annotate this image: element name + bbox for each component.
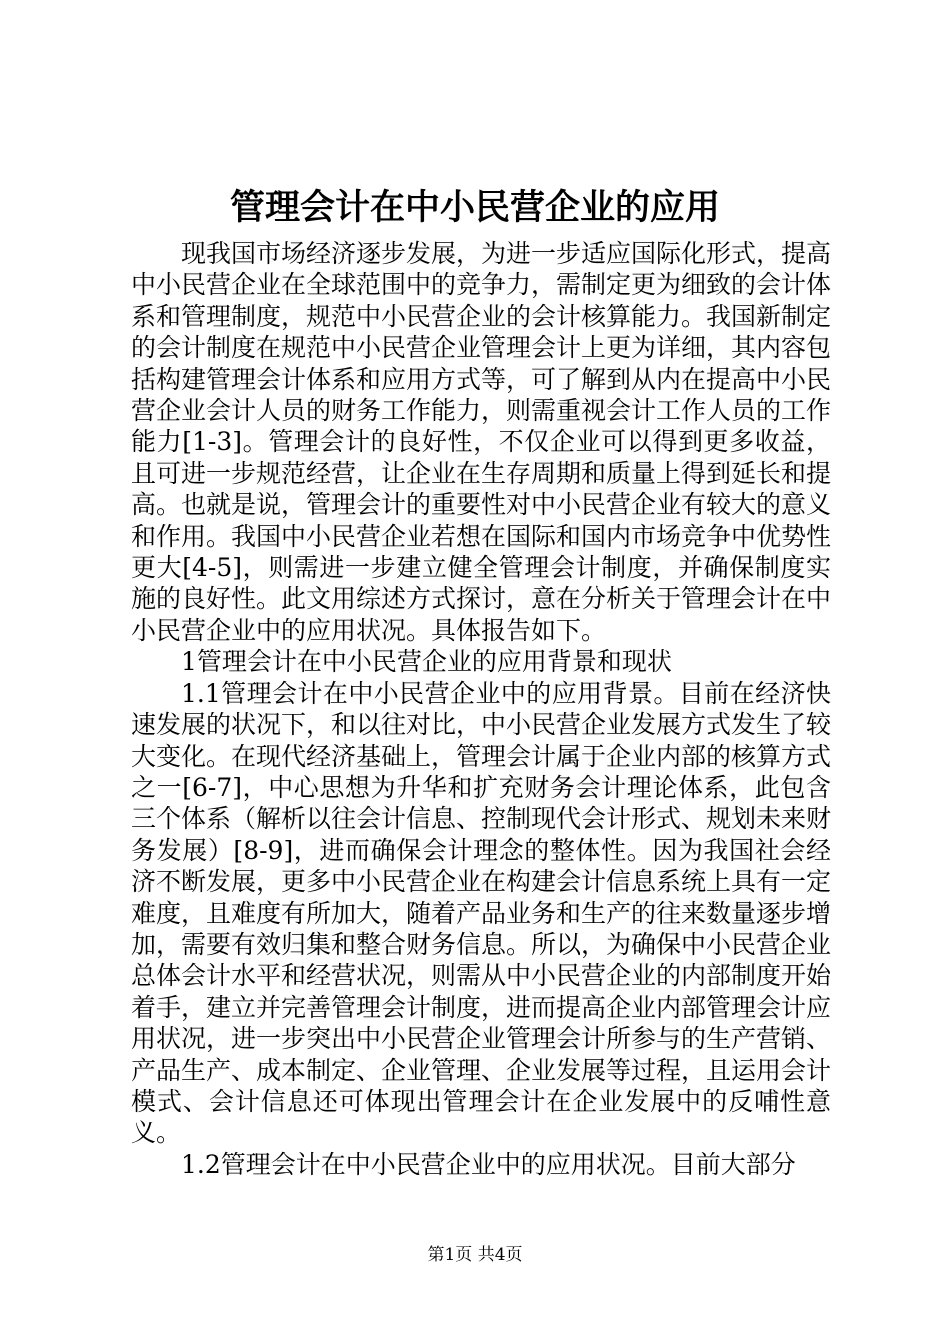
- section-1-heading: 1管理会计在中小民营企业的应用背景和现状: [181, 647, 672, 677]
- page-title: 管理会计在中小民营企业的应用: [229, 188, 720, 228]
- document-body: [131, 238, 831, 1180]
- section-1-1-paragraph: 1.1管理会计在中小民营企业中的应用背景。目前在经济快速发展的状况下，和以往对比，中小民营企业发展方式发生了较大变化。在现代经济基础上，管理会计属于企业内部的核算方式之一[6-7]，中心思想为升华和扩充财务会计理论体系，此包含三个体系（解析以往会计信息、控制现代会计形式、规划未来财务发展）[8-9]，进而确保会计理念的整体性。因为我国社会经济不断发展，更多中小民营企业在构建会计信息系统上具有一定难度，且难度有所加大，随着产品业务和生产的往来数量逐步增加，需要有效归集和整合财务信息。所以，为确保中小民营企业总体会计水平和经营状况，则需从中小民营企业的内部制度开始着手，建立并完善管理会计制度，进而提高企业内部管理会计应用状况，进一步突出中小民营企业管理会计所参与的生产营销、产品生产、成本制定、企业管理、企业发展等过程，且运用会计模式、会计信息还可体现出管理会计在企业发展中的反哺性意义。: [131, 678, 832, 1148]
- section-1-2-paragraph: 1.2管理会计在中小民营企业中的应用状况。目前大部分: [181, 1149, 796, 1179]
- page-footer: 第1页 共4页: [427, 1245, 523, 1265]
- intro-paragraph: 现我国市场经济逐步发展，为进一步适应国际化形式，提高中小民营企业在全球范围中的竞争力，需制定更为细致的会计体系和管理制度，规范中小民营企业的会计核算能力。我国新制定的会计制度在规范中小民营企业管理会计上更为详细，其内容包括构建管理会计体系和应用方式等，可了解到从内在提高中小民营企业会计人员的财务工作能力，则需重视会计工作人员的工作能力[1-3]。管理会计的良好性，不仅企业可以得到更多收益，且可进一步规范经营，让企业在生存周期和质量上得到延长和提高。也就是说，管理会计的重要性对中小民营企业有较大的意义和作用。我国中小民营企业若想在国际和国内市场竞争中优势性更大[4-5]，则需进一步建立健全管理会计制度，并确保制度实施的良好性。此文用综述方式探讨，意在分析关于管理会计在中小民营企业中的应用状况。具体报告如下。: [131, 239, 832, 645]
